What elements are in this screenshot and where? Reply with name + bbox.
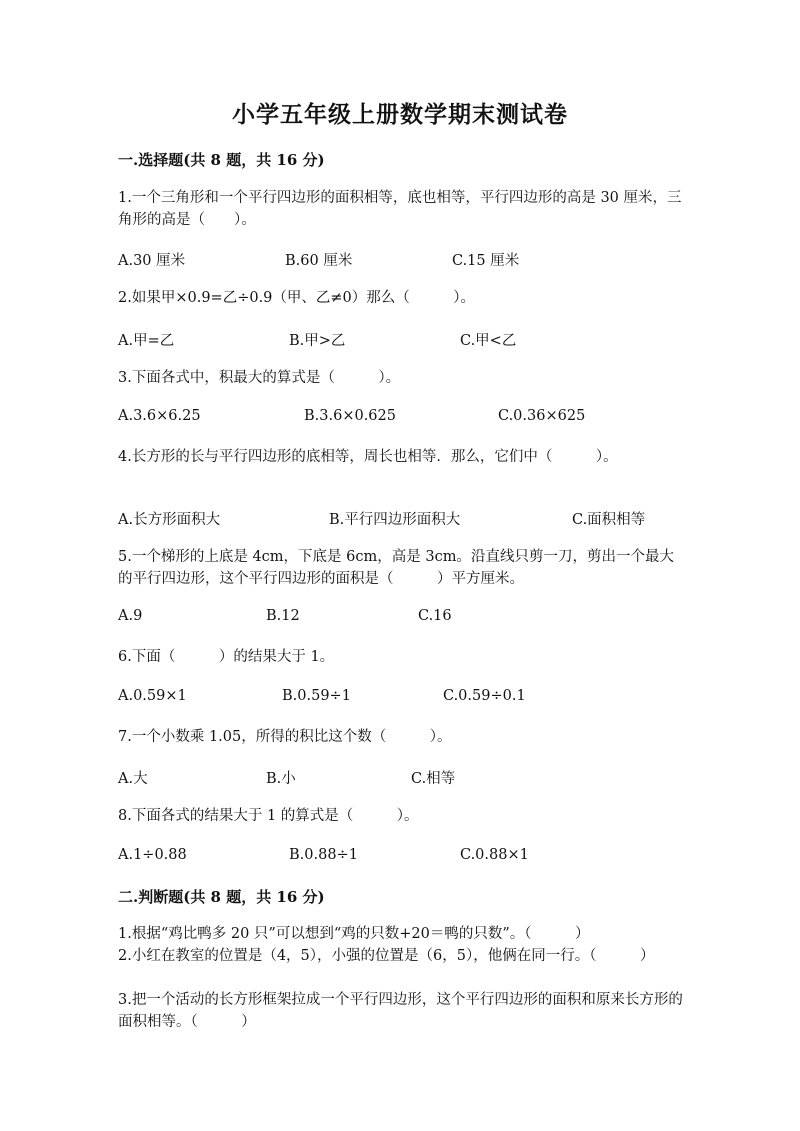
page-title: 小学五年级上册数学期末测试卷 (232, 101, 568, 128)
q7-option-b: B.小 (266, 771, 296, 787)
question-1: 1.一个三角形和一个平行四边形的面积相等，底也相等，平行四边形的高是 30 厘米，三角形的高是（ ）。 (118, 190, 682, 228)
question-4: 4.长方形的长与平行四边形的底相等，周长也相等．那么，它们中（ ）。 (118, 449, 618, 465)
question-3: 3.下面各式中，积最大的算式是（ ）。 (118, 370, 401, 386)
q6-option-c: C.0.59÷0.1 (443, 688, 526, 704)
q4-option-c: C.面积相等 (572, 512, 646, 528)
judgement-question-1: 1.根据“鸡比鸭多 20 只”可以想到“鸡的只数+20＝鸭的只数”。（ ） (118, 926, 590, 942)
q6-option-a: A.0.59×1 (118, 688, 187, 704)
question-6: 6.下面（ ）的结果大于 1。 (118, 649, 335, 665)
q6-option-b: B.0.59÷1 (282, 688, 351, 704)
q3-option-a: A.3.6×6.25 (118, 408, 201, 424)
section-heading-choice: 一.选择题(共 8 题，共 16 分) (118, 151, 325, 169)
q5-option-b: B.12 (266, 608, 300, 624)
q8-option-c: C.0.88×1 (460, 847, 529, 863)
q7-option-c: C.相等 (411, 771, 456, 787)
question-8: 8.下面各式的结果大于 1 的算式是（ ）。 (118, 808, 419, 824)
q8-option-a: A.1÷0.88 (118, 847, 187, 863)
q2-option-c: C.甲<乙 (460, 333, 517, 349)
q1-option-c: C.15 厘米 (452, 253, 520, 269)
q4-option-a: A.长方形面积大 (118, 512, 221, 528)
q4-option-b: B.平行四边形面积大 (329, 512, 461, 528)
q8-option-b: B.0.88÷1 (289, 847, 358, 863)
q2-option-b: B.甲>乙 (289, 333, 346, 349)
q7-option-a: A.大 (118, 771, 148, 787)
q1-option-b: B.60 厘米 (285, 253, 353, 269)
q5-option-a: A.9 (118, 608, 143, 624)
question-2: 2.如果甲×0.9=乙÷0.9（甲、乙≠0）那么（ ）。 (118, 290, 476, 306)
judgement-question-2: 2.小红在教室的位置是（4，5），小强的位置是（6，5），他俩在同一行。（ ） (118, 948, 655, 964)
q1-option-a: A.30 厘米 (118, 253, 186, 269)
question-5: 5.一个梯形的上底是 4cm，下底是 6cm，高是 3cm。沿直线只剪一刀，剪出一个最大的平行四边形，这个平行四边形的面积是（ ）平方厘米。 (118, 549, 674, 587)
q3-option-c: C.0.36×625 (498, 408, 586, 424)
section-heading-judgement: 二.判断题(共 8 题，共 16 分) (118, 888, 325, 906)
q2-option-a: A.甲=乙 (118, 333, 175, 349)
question-7: 7.一个小数乘 1.05，所得的积比这个数（ ）。 (118, 729, 452, 745)
judgement-question-3: 3.把一个活动的长方形框架拉成一个平行四边形，这个平行四边形的面积和原来长方形的面积相等。（ ） (118, 992, 683, 1030)
q5-option-c: C.16 (418, 608, 452, 624)
q3-option-b: B.3.6×0.625 (304, 408, 396, 424)
